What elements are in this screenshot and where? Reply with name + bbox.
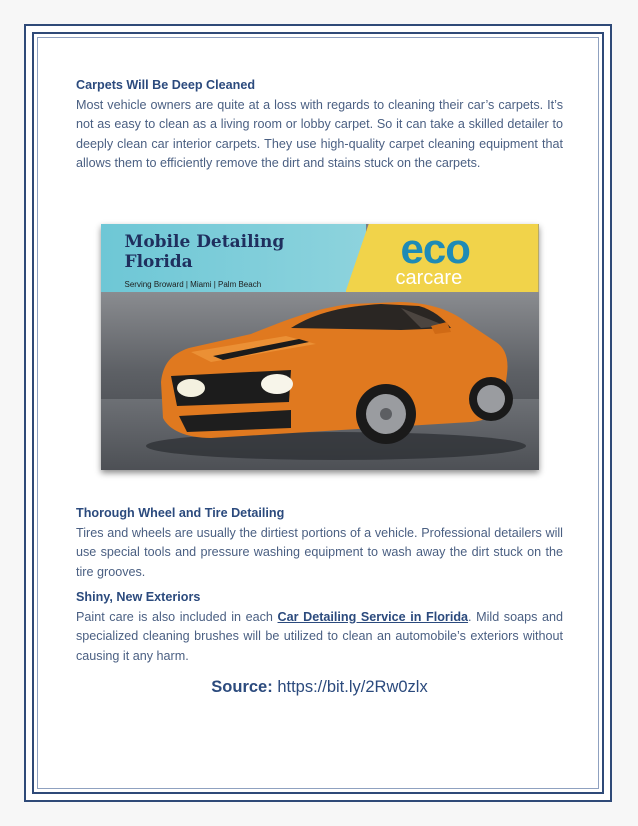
section-heading-carpets: Carpets Will Be Deep Cleaned	[76, 78, 256, 92]
banner-title-line2: Florida	[124, 252, 193, 272]
carcare-logo-text: carcare	[395, 267, 463, 289]
source-label: Source:	[211, 678, 273, 696]
section-body-carpets: Most vehicle owners are quite at a loss with regards to cleaning their car’s carpets. It’s not as easy to clean as a living room or lobby carpet. So it can take a skilled detailer to deeply clean car interior carpets. They use high-quality carpet cleaning equipment that allows them to efficiently remove the dirt and stains stuck on the carpets.	[76, 97, 563, 170]
car-detailing-link[interactable]: Car Detailing Service in Florida	[277, 609, 469, 624]
exteriors-text-after: . Mild soaps and specialized cleaning brushes will be utilized to clean an automobile’s exteriors without causing it any harm.	[76, 609, 563, 663]
document-content	[76, 76, 563, 698]
sports-car-image	[101, 224, 539, 470]
section-body-wheels: Tires and wheels are usually the dirtiest portions of a vehicle. Professional detailers will use special tools and pressure washing equipment to wash away the dirt stuck on the tire grooves.	[76, 525, 563, 579]
source-line	[76, 676, 563, 698]
section-wheels	[76, 504, 563, 582]
eco-logo-text: eco	[400, 225, 470, 272]
exteriors-text-before: Paint care is also included in each	[76, 609, 278, 624]
section-heading-wheels: Thorough Wheel and Tire Detailing	[76, 506, 285, 520]
section-carpets	[76, 76, 563, 206]
advert-photo	[101, 224, 539, 470]
banner-subtitle: Serving Broward | Miami | Palm Beach	[124, 280, 262, 289]
source-url[interactable]: https://bit.ly/2Rw0zlx	[277, 678, 428, 696]
section-exteriors	[76, 588, 563, 666]
section-body-exteriors	[76, 608, 563, 667]
section-heading-exteriors: Shiny, New Exteriors	[76, 590, 201, 604]
banner-title-line1: Mobile Detailing	[124, 232, 285, 252]
